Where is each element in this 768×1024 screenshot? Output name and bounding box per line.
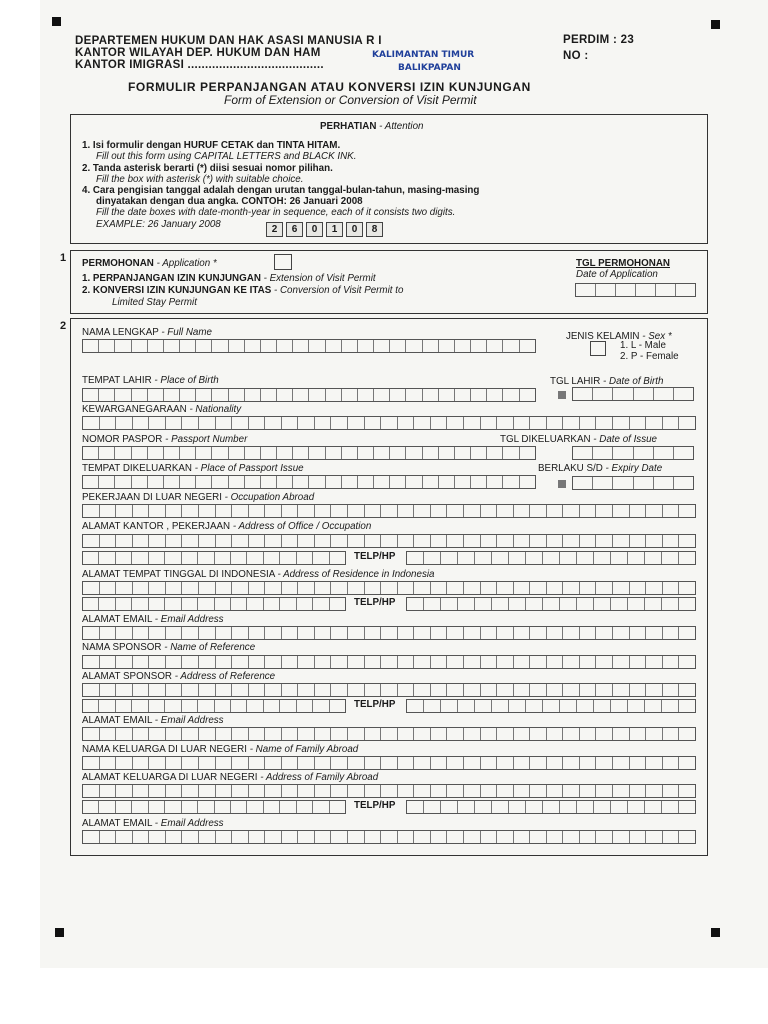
family-name-label: NAMA KELUARGA DI LUAR NEGERI - Name of Family Abroad — [82, 744, 359, 755]
form-subtitle: Form of Extension or Conversion of Visit Permit — [224, 93, 477, 107]
full-name-label: NAMA LENGKAP - Full Name — [82, 327, 212, 338]
residence-address-input-line-1[interactable] — [82, 581, 696, 595]
office-phone-label: TELP/HP — [354, 551, 396, 562]
sponsor-address-label: ALAMAT SPONSOR - Address of Reference — [82, 671, 276, 682]
office-address-label: ALAMAT KANTOR , PEKERJAAN - Address of Office / Occupation — [82, 521, 372, 532]
sponsor-email-label: ALAMAT EMAIL - Email Address — [82, 715, 224, 726]
example-label: EXAMPLE: 26 January 2008 — [96, 219, 221, 230]
birth-date-label: TGL LAHIR - Date of Birth — [550, 376, 664, 387]
application-option-2-cont: Limited Stay Permit — [112, 297, 197, 308]
issue-place-input[interactable] — [82, 475, 536, 489]
registration-mark-bottom-left — [55, 928, 64, 937]
office-address-input-line-2[interactable] — [82, 551, 346, 565]
nationality-input[interactable] — [82, 416, 696, 430]
family-email-input[interactable] — [82, 830, 696, 844]
perdim-code: PERDIM : 23 — [563, 34, 635, 46]
family-address-input-line-1[interactable] — [82, 784, 696, 798]
nationality-label: KEWARGANEGARAAN - Nationality — [82, 404, 242, 415]
application-date-label: TGL PERMOHONAN — [576, 258, 670, 269]
application-type-input[interactable] — [274, 254, 292, 270]
application-option-1: 1. PERPANJANGAN IZIN KUNJUNGAN - Extension of Visit Permit — [82, 273, 376, 284]
sex-input[interactable] — [590, 341, 606, 356]
birth-place-label: TEMPAT LAHIR - Place of Birth — [82, 375, 219, 386]
attention-item-4-en: Fill the date boxes with date-month-year in sequence, each of it consists two digits. — [96, 207, 456, 218]
expiry-label: BERLAKU S/D - Expiry Date — [538, 463, 663, 474]
section-number-2: 2 — [60, 320, 67, 332]
office-phone-input[interactable] — [406, 551, 696, 565]
issue-place-label: TEMPAT DIKELUARKAN - Place of Passport Issue — [82, 463, 304, 474]
sex-option-female: 2. P - Female — [620, 351, 679, 362]
sponsor-address-input-line-1[interactable] — [82, 683, 696, 697]
email-label: ALAMAT EMAIL - Email Address — [82, 614, 224, 625]
header-immigration-office: KANTOR IMIGRASI ....................................... — [75, 59, 324, 71]
registration-mark-bottom-right — [711, 928, 720, 937]
example-digit: 8 — [366, 222, 383, 237]
birth-date-input[interactable] — [572, 387, 694, 401]
application-date-input[interactable] — [575, 283, 696, 297]
attention-item-1-en: Fill out this form using CAPITAL LETTERS and BLACK INK. — [96, 151, 357, 162]
header-department: DEPARTEMEN HUKUM DAN HAK ASASI MANUSIA R I — [75, 35, 382, 47]
sponsor-phone-label: TELP/HP — [354, 699, 396, 710]
email-input[interactable] — [82, 626, 696, 640]
form-number-label: NO : — [563, 50, 589, 62]
issue-date-input[interactable] — [572, 446, 694, 460]
application-date-label-en: Date of Application — [576, 269, 658, 280]
handwritten-region: KALIMANTAN TIMUR — [372, 50, 475, 60]
occupation-label: PEKERJAAN DI LUAR NEGERI - Occupation Abroad — [82, 492, 315, 503]
birth-date-marker — [558, 391, 566, 399]
attention-item-1: 1. Isi formulir dengan HURUF CETAK dan TINTA HITAM. — [82, 140, 341, 151]
example-digit: 6 — [286, 222, 303, 237]
passport-input[interactable] — [82, 446, 536, 460]
residence-phone-label: TELP/HP — [354, 597, 396, 608]
family-phone-input[interactable] — [406, 800, 696, 814]
family-email-label: ALAMAT EMAIL - Email Address — [82, 818, 224, 829]
passport-label: NOMOR PASPOR - Passport Number — [82, 434, 248, 445]
example-digit: 1 — [326, 222, 343, 237]
family-name-input[interactable] — [82, 756, 696, 770]
example-digit: 2 — [266, 222, 283, 237]
sponsor-phone-input[interactable] — [406, 699, 696, 713]
residence-address-label: ALAMAT TEMPAT TINGGAL DI INDONESIA - Address of Residence in Indonesia — [82, 569, 435, 580]
sponsor-email-input[interactable] — [82, 727, 696, 741]
residence-phone-input[interactable] — [406, 597, 696, 611]
expiry-date-marker — [558, 480, 566, 488]
family-phone-label: TELP/HP — [354, 800, 396, 811]
office-address-input-line-1[interactable] — [82, 534, 696, 548]
section-number-1: 1 — [60, 252, 67, 264]
form-title: FORMULIR PERPANJANGAN ATAU KONVERSI IZIN KUNJUNGAN — [128, 80, 531, 94]
header-regional-office: KANTOR WILAYAH DEP. HUKUM DAN HAM — [75, 47, 321, 59]
residence-address-input-line-2[interactable] — [82, 597, 346, 611]
example-digit: 0 — [306, 222, 323, 237]
birth-place-input[interactable] — [82, 388, 536, 402]
sponsor-address-input-line-2[interactable] — [82, 699, 346, 713]
application-option-2: 2. KONVERSI IZIN KUNJUNGAN KE ITAS - Conversion of Visit Permit to — [82, 285, 404, 296]
family-address-label: ALAMAT KELUARGA DI LUAR NEGERI - Address of Family Abroad — [82, 772, 379, 783]
sponsor-name-input[interactable] — [82, 655, 696, 669]
example-digit: 0 — [346, 222, 363, 237]
application-label: PERMOHONAN - Application * — [82, 258, 217, 269]
attention-heading: PERHATIAN - Attention — [320, 121, 424, 132]
registration-mark-top-right — [711, 20, 720, 29]
handwritten-office: BALIKPAPAN — [398, 63, 461, 73]
attention-item-4: 4. Cara pengisian tanggal adalah dengan urutan tanggal-bulan-tahun, masing-masing — [82, 185, 480, 196]
expiry-date-input[interactable] — [572, 476, 694, 490]
issue-date-label: TGL DIKELUARKAN - Date of Issue — [500, 434, 658, 445]
sex-option-male: 1. L - Male — [620, 340, 666, 351]
occupation-input[interactable] — [82, 504, 696, 518]
attention-item-4-cont: dinyatakan dengan dua angka. CONTOH: 26 Januari 2008 — [96, 196, 363, 207]
attention-item-2-en: Fill the box with asterisk (*) with suitable choice. — [96, 174, 304, 185]
family-address-input-line-2[interactable] — [82, 800, 346, 814]
attention-item-2: 2. Tanda asterisk berarti (*) diisi sesuai nomor pilihan. — [82, 163, 333, 174]
full-name-input[interactable] — [82, 339, 536, 353]
registration-mark-top-left — [52, 17, 61, 26]
sex-label: JENIS KELAMIN - Sex * — [566, 331, 672, 342]
sponsor-name-label: NAMA SPONSOR - Name of Reference — [82, 642, 256, 653]
